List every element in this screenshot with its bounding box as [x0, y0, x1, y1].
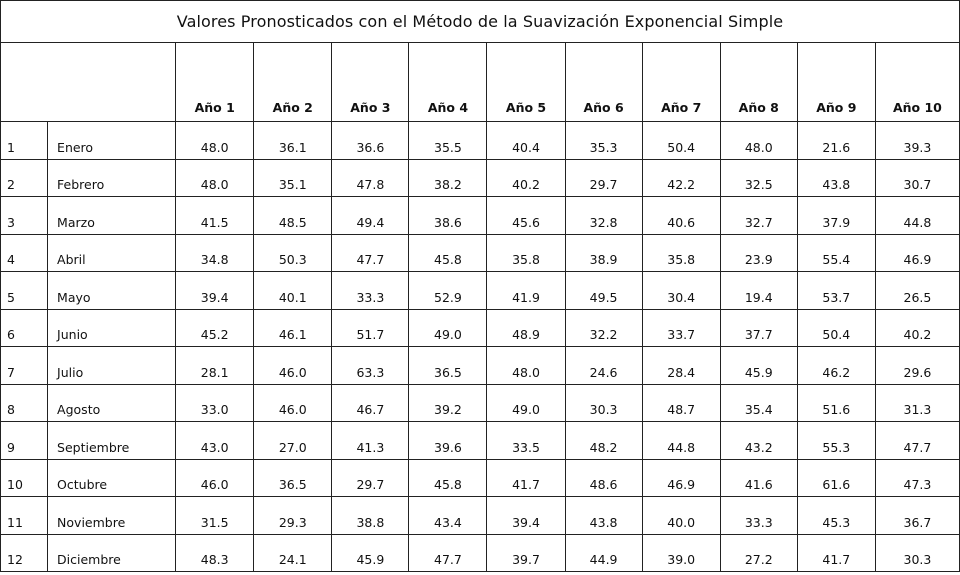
- value-cell: 61.6: [797, 459, 875, 497]
- col-header-ano-1: Año 1: [176, 43, 254, 122]
- value-cell: 43.8: [565, 497, 642, 535]
- table-row: [1, 347, 960, 385]
- value-cell: 46.0: [176, 459, 254, 497]
- value-cell: 21.6: [797, 122, 875, 160]
- value-cell: 35.1: [254, 159, 332, 197]
- row-number: 5: [1, 272, 48, 310]
- row-number: 6: [1, 309, 48, 347]
- value-cell: 40.2: [487, 159, 565, 197]
- value-cell: 46.9: [875, 234, 959, 272]
- table-row: [1, 272, 960, 310]
- value-cell: 46.0: [254, 384, 332, 422]
- value-cell: 31.3: [875, 384, 959, 422]
- month-name: Agosto: [48, 384, 176, 422]
- value-cell: 48.6: [565, 459, 642, 497]
- value-cell: 45.2: [176, 309, 254, 347]
- value-cell: 49.5: [565, 272, 642, 310]
- month-name: Octubre: [48, 459, 176, 497]
- value-cell: 32.5: [720, 159, 797, 197]
- value-cell: 33.3: [332, 272, 409, 310]
- col-header-ano-6: Año 6: [565, 43, 642, 122]
- col-header-ano-7: Año 7: [642, 43, 720, 122]
- value-cell: 50.4: [642, 122, 720, 160]
- value-cell: 43.8: [797, 159, 875, 197]
- value-cell: 39.0: [642, 534, 720, 572]
- row-number: 3: [1, 197, 48, 235]
- value-cell: 40.1: [254, 272, 332, 310]
- value-cell: 52.9: [409, 272, 487, 310]
- value-cell: 39.7: [487, 534, 565, 572]
- table-row: [1, 459, 960, 497]
- value-cell: 36.6: [332, 122, 409, 160]
- forecast-table: [0, 42, 960, 572]
- table-row: [1, 384, 960, 422]
- value-cell: 40.2: [875, 309, 959, 347]
- row-number: 2: [1, 159, 48, 197]
- value-cell: 45.9: [332, 534, 409, 572]
- value-cell: 47.7: [332, 234, 409, 272]
- value-cell: 45.8: [409, 459, 487, 497]
- row-number: 8: [1, 384, 48, 422]
- value-cell: 29.7: [565, 159, 642, 197]
- value-cell: 38.6: [409, 197, 487, 235]
- value-cell: 45.6: [487, 197, 565, 235]
- row-number: 9: [1, 422, 48, 460]
- value-cell: 50.3: [254, 234, 332, 272]
- value-cell: 29.7: [332, 459, 409, 497]
- value-cell: 24.1: [254, 534, 332, 572]
- value-cell: 40.0: [642, 497, 720, 535]
- value-cell: 55.3: [797, 422, 875, 460]
- row-number: 4: [1, 234, 48, 272]
- value-cell: 48.0: [176, 122, 254, 160]
- table-row: [1, 497, 960, 535]
- value-cell: 48.7: [642, 384, 720, 422]
- value-cell: 38.2: [409, 159, 487, 197]
- table-title: Valores Pronosticados con el Método de la Suavización Exponencial Simple: [0, 0, 960, 43]
- value-cell: 47.3: [875, 459, 959, 497]
- value-cell: 30.3: [565, 384, 642, 422]
- value-cell: 48.0: [487, 347, 565, 385]
- value-cell: 37.9: [797, 197, 875, 235]
- value-cell: 40.6: [642, 197, 720, 235]
- value-cell: 44.8: [875, 197, 959, 235]
- value-cell: 35.5: [409, 122, 487, 160]
- value-cell: 35.4: [720, 384, 797, 422]
- month-name: Julio: [48, 347, 176, 385]
- value-cell: 46.0: [254, 347, 332, 385]
- value-cell: 32.2: [565, 309, 642, 347]
- table-row: [1, 159, 960, 197]
- col-header-ano-2: Año 2: [254, 43, 332, 122]
- value-cell: 28.1: [176, 347, 254, 385]
- value-cell: 43.0: [176, 422, 254, 460]
- row-number: 1: [1, 122, 48, 160]
- value-cell: 55.4: [797, 234, 875, 272]
- value-cell: 37.7: [720, 309, 797, 347]
- value-cell: 48.0: [720, 122, 797, 160]
- value-cell: 48.3: [176, 534, 254, 572]
- value-cell: 41.7: [487, 459, 565, 497]
- value-cell: 41.6: [720, 459, 797, 497]
- row-number: 7: [1, 347, 48, 385]
- value-cell: 36.5: [409, 347, 487, 385]
- value-cell: 19.4: [720, 272, 797, 310]
- value-cell: 46.7: [332, 384, 409, 422]
- value-cell: 45.9: [720, 347, 797, 385]
- value-cell: 49.0: [487, 384, 565, 422]
- value-cell: 24.6: [565, 347, 642, 385]
- row-number: 12: [1, 534, 48, 572]
- value-cell: 39.3: [875, 122, 959, 160]
- value-cell: 27.2: [720, 534, 797, 572]
- value-cell: 38.8: [332, 497, 409, 535]
- value-cell: 63.3: [332, 347, 409, 385]
- value-cell: 49.4: [332, 197, 409, 235]
- value-cell: 47.8: [332, 159, 409, 197]
- value-cell: 35.3: [565, 122, 642, 160]
- value-cell: 36.1: [254, 122, 332, 160]
- value-cell: 48.5: [254, 197, 332, 235]
- value-cell: 33.3: [720, 497, 797, 535]
- value-cell: 46.2: [797, 347, 875, 385]
- col-header-ano-3: Año 3: [332, 43, 409, 122]
- value-cell: 41.9: [487, 272, 565, 310]
- month-name: Marzo: [48, 197, 176, 235]
- month-name: Junio: [48, 309, 176, 347]
- row-number: 11: [1, 497, 48, 535]
- month-name: Diciembre: [48, 534, 176, 572]
- value-cell: 27.0: [254, 422, 332, 460]
- value-cell: 29.3: [254, 497, 332, 535]
- value-cell: 53.7: [797, 272, 875, 310]
- value-cell: 40.4: [487, 122, 565, 160]
- month-name: Septiembre: [48, 422, 176, 460]
- col-header-ano-8: Año 8: [720, 43, 797, 122]
- value-cell: 47.7: [875, 422, 959, 460]
- value-cell: 45.3: [797, 497, 875, 535]
- value-cell: 35.8: [642, 234, 720, 272]
- value-cell: 32.8: [565, 197, 642, 235]
- value-cell: 34.8: [176, 234, 254, 272]
- month-name: Abril: [48, 234, 176, 272]
- col-header-ano-4: Año 4: [409, 43, 487, 122]
- value-cell: 46.9: [642, 459, 720, 497]
- month-name: Febrero: [48, 159, 176, 197]
- value-cell: 28.4: [642, 347, 720, 385]
- table-row: [1, 234, 960, 272]
- value-cell: 50.4: [797, 309, 875, 347]
- table-body: [1, 122, 960, 572]
- value-cell: 31.5: [176, 497, 254, 535]
- value-cell: 36.5: [254, 459, 332, 497]
- col-header-ano-5: Año 5: [487, 43, 565, 122]
- header-row: [1, 43, 960, 122]
- table-row: [1, 122, 960, 160]
- value-cell: 33.5: [487, 422, 565, 460]
- value-cell: 43.4: [409, 497, 487, 535]
- col-header-ano-10: Año 10: [875, 43, 959, 122]
- value-cell: 23.9: [720, 234, 797, 272]
- month-name: Noviembre: [48, 497, 176, 535]
- value-cell: 51.7: [332, 309, 409, 347]
- value-cell: 33.0: [176, 384, 254, 422]
- value-cell: 49.0: [409, 309, 487, 347]
- value-cell: 29.6: [875, 347, 959, 385]
- value-cell: 48.0: [176, 159, 254, 197]
- value-cell: 41.7: [797, 534, 875, 572]
- value-cell: 39.4: [487, 497, 565, 535]
- value-cell: 30.3: [875, 534, 959, 572]
- value-cell: 35.8: [487, 234, 565, 272]
- value-cell: 44.9: [565, 534, 642, 572]
- value-cell: 42.2: [642, 159, 720, 197]
- value-cell: 30.7: [875, 159, 959, 197]
- row-number: 10: [1, 459, 48, 497]
- value-cell: 38.9: [565, 234, 642, 272]
- value-cell: 32.7: [720, 197, 797, 235]
- month-name: Enero: [48, 122, 176, 160]
- header-blank-cell: [1, 43, 176, 122]
- value-cell: 45.8: [409, 234, 487, 272]
- value-cell: 46.1: [254, 309, 332, 347]
- value-cell: 39.6: [409, 422, 487, 460]
- value-cell: 26.5: [875, 272, 959, 310]
- month-name: Mayo: [48, 272, 176, 310]
- value-cell: 30.4: [642, 272, 720, 310]
- value-cell: 51.6: [797, 384, 875, 422]
- table-row: [1, 309, 960, 347]
- value-cell: 41.3: [332, 422, 409, 460]
- value-cell: 48.9: [487, 309, 565, 347]
- col-header-ano-9: Año 9: [797, 43, 875, 122]
- value-cell: 44.8: [642, 422, 720, 460]
- value-cell: 39.2: [409, 384, 487, 422]
- table-row: [1, 197, 960, 235]
- value-cell: 39.4: [176, 272, 254, 310]
- table-row: [1, 422, 960, 460]
- table-row: [1, 534, 960, 572]
- value-cell: 41.5: [176, 197, 254, 235]
- value-cell: 33.7: [642, 309, 720, 347]
- value-cell: 48.2: [565, 422, 642, 460]
- value-cell: 43.2: [720, 422, 797, 460]
- value-cell: 47.7: [409, 534, 487, 572]
- value-cell: 36.7: [875, 497, 959, 535]
